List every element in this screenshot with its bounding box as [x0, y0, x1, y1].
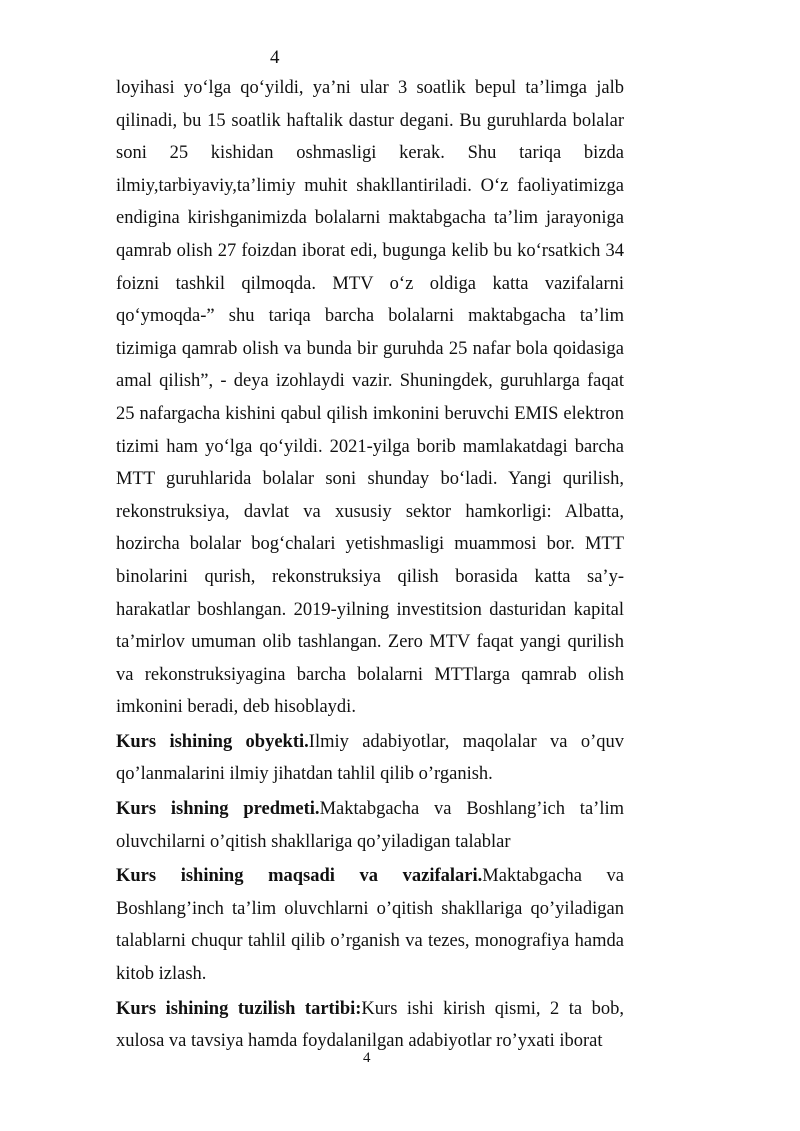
section-heading: Kurs ishining tuzilish tartibi: [116, 998, 362, 1019]
body-paragraph: loyihasi yo‘lga qo‘yildi, ya’ni ular 3 soatlik bepul ta’limga jalb qilinadi, bu 15 soatlik haftalik dastur degani. Bu guruhlarda bolalar soni 25 kishidan oshmasligi kerak. Shu tariqa bizda ilmiy,tarbiyaviy,ta’limiy muhit shakllantiriladi. O‘z faoliyatimizga endigina kirishganimizda bolalarni maktabgacha ta’lim jarayoniga qamrab olish 27 foizdan iborat edi, bugunga kelib bu ko‘rsatkich 34 foizni tashkil qilmoqda. MTV o‘z oldiga katta vazifalarni qo‘ymoqda-” shu tariqa barcha bolalarni maktabgacha ta’lim tizimiga qamrab olish va bunda bir guruhda 25 nafar bola qoidasiga amal qilish”, - deya izohlaydi vazir. Shuningdek, guruhlarga faqat 25 nafargacha kishini qabul qilish imkonini beruvchi EMIS elektron tizimi ham yo‘lga qo‘yildi. 2021-yilga borib mamlakatdagi barcha MTT guruhlarida bolalar soni shunday bo‘ladi. Yangi qurilish, rekonstruksiya, davlat va xususiy sektor hamkorligi: Albatta, hozircha bolalar bog‘chalari yetishmasligi muammosi bor. MTT binolarini qurish, rekonstruksiya qilish borasida katta sa’y-harakatlar boshlangan. 2019-yilning investitsion dasturidan kapital ta’mirlov umuman olib tashlangan. Zero MTV faqat yangi qurilish va rekonstruksiyagina barcha bolalarni MTTlarga qamrab olish imkonini beradi, deb hisoblaydi. [116, 78, 624, 718]
section-maqsad [116, 860, 624, 990]
page-number-bottom: 4 [363, 1050, 371, 1066]
section-heading: Kurs ishning predmeti. [116, 799, 320, 820]
page-number-top: 4 [270, 47, 280, 68]
section-text: Maktabgacha va Boshlang’ich ta’lim oluvchilarni o’qitish shakllariga qo’yiladigan talablar [116, 799, 624, 852]
section-text: Ilmiy adabiyotlar, maqolalar va o’quv qo’lanmalarini ilmiy jihatdan tahlil qilib o’rganish. [116, 731, 625, 785]
section-objekt [116, 726, 624, 791]
section-text: Kurs ishi kirish qismi, 2 ta bob, xulosa va tavsiya hamda foydalanilgan adabiyotlar ro’yxati iborat [116, 998, 625, 1052]
document-body [116, 72, 624, 1058]
section-predmet [116, 793, 624, 858]
section-text: Maktabgacha va Boshlang’inch ta’lim oluvchlarni o’qitish shakllariga qo’yiladigan talablarni chuqur tahlil qilib o’rganish va tezes, monografiya hamda kitob izlash. [116, 866, 625, 985]
section-heading: Kurs ishining obyekti. [116, 731, 309, 752]
section-heading: Kurs ishining maqsadi va vazifalari. [116, 866, 483, 887]
